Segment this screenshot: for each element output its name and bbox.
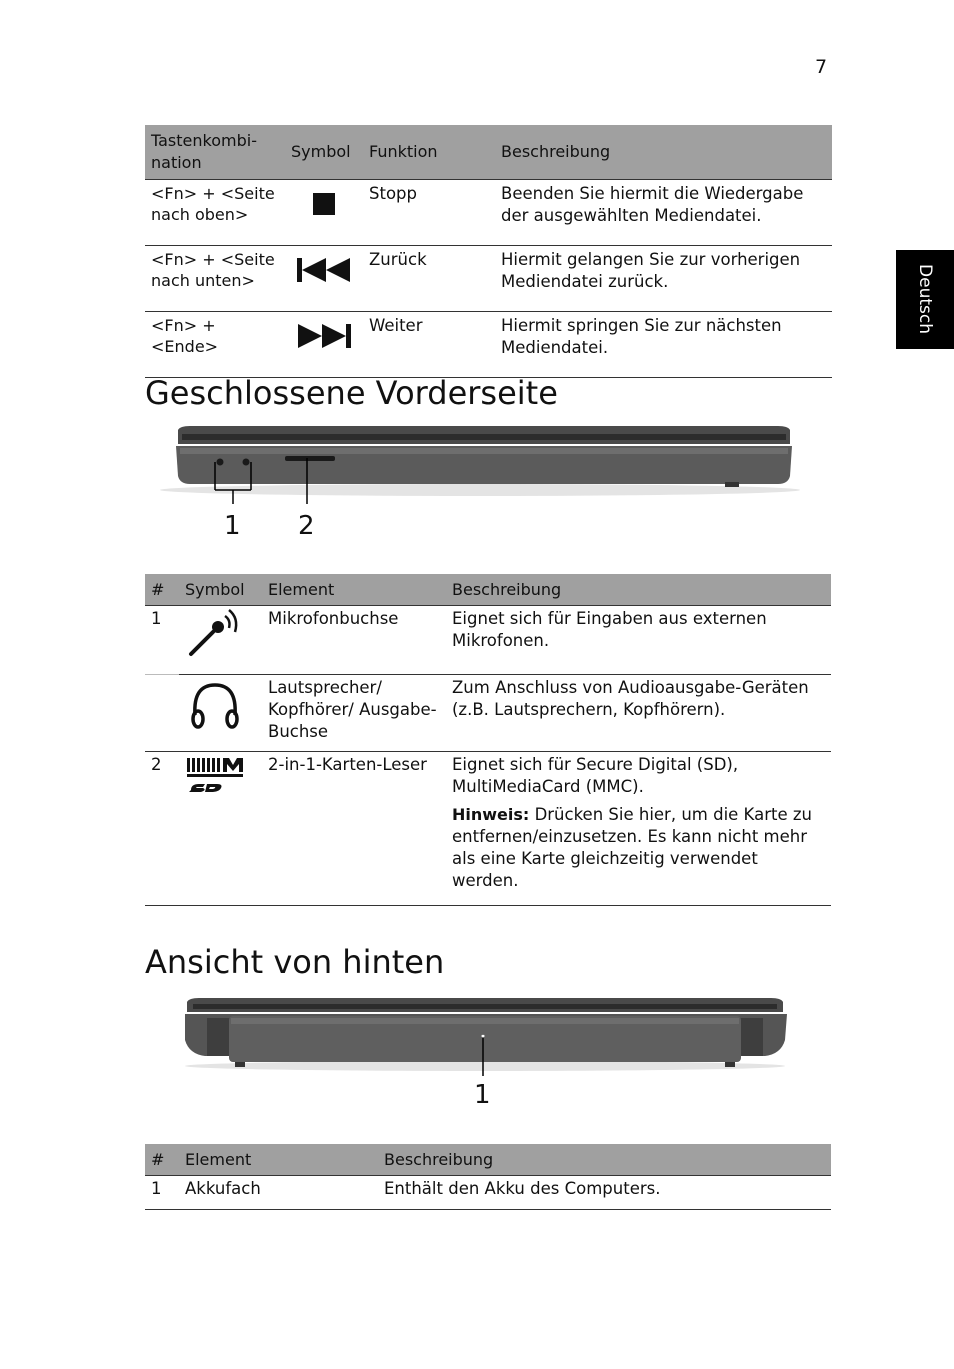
element-name: Akkufach — [179, 1176, 378, 1210]
description: Eignet sich für Secure Digital (SD), MultiMediaCard (MMC). — [452, 755, 739, 796]
key-combo: <Fn> + <Ende> — [145, 312, 285, 378]
table-header-row — [145, 574, 831, 606]
description: Hiermit gelangen Sie zur vorherigen Mediendatei zurück. — [495, 246, 832, 312]
language-tab-label: Deutsch — [915, 264, 935, 334]
callout-1: 1 — [474, 1080, 491, 1110]
col-header-key: Tastenkombi- nation — [145, 125, 285, 180]
symbol-cell — [285, 312, 363, 378]
section-title-front: Geschlossene Vorderseite — [145, 374, 558, 412]
note-text: Drücken Sie hier, um die Karte zu entfernen/einzusetzen. Es kann nicht mehr als eine Karte gleichzeitig verwendet werden. — [452, 805, 812, 890]
description: Zum Anschluss von Audioausgabe-Geräten (z.B. Lautsprechern, Kopfhörern). — [446, 675, 831, 752]
element-name: Mikrofonbuchse — [268, 609, 399, 628]
stop-icon — [311, 191, 337, 217]
col-header-function: Funktion — [363, 125, 495, 180]
description: Hiermit springen Sie zur nächsten Mediendatei. — [495, 312, 832, 378]
symbol-cell — [179, 752, 262, 906]
table-row — [145, 180, 832, 246]
back-view-image — [175, 996, 795, 1076]
card-reader-icon — [185, 754, 249, 794]
description: Beenden Sie hiermit die Wiedergabe der ausgewählten Mediendatei. — [495, 180, 832, 246]
next-track-icon — [295, 323, 353, 349]
element-name: Lautsprecher/ Kopfhörer/ Ausgabe-Buchse — [262, 675, 446, 752]
table-header-row — [145, 125, 832, 180]
function-name: Zurück — [363, 246, 495, 312]
description: Eignet sich für Eingaben aus externen Mikrofonen. — [452, 609, 767, 650]
row-number — [145, 675, 179, 752]
section-title-back: Ansicht von hinten — [145, 943, 445, 981]
table-row — [145, 1176, 831, 1210]
row-number: 1 — [145, 1176, 179, 1210]
front-ports-table — [145, 574, 831, 906]
callout-1: 1 — [224, 511, 241, 541]
language-tab — [896, 250, 954, 349]
col-header-element: Element — [262, 574, 446, 606]
symbol-cell — [179, 606, 262, 675]
note-label: Hinweis: — [452, 805, 530, 824]
col-header-description: Beschreibung — [495, 125, 832, 180]
col-header-number: # — [145, 574, 179, 606]
table-row — [145, 752, 831, 906]
col-header-description: Beschreibung — [446, 574, 831, 606]
col-header-symbol: Symbol — [285, 125, 363, 180]
col-header-number: # — [145, 1144, 179, 1176]
col-header-description: Beschreibung — [378, 1144, 831, 1176]
function-name: Stopp — [363, 180, 495, 246]
front-view-image — [150, 424, 810, 504]
col-header-symbol: Symbol — [179, 574, 262, 606]
table-header-row — [145, 1144, 831, 1176]
description-cell — [446, 752, 831, 906]
row-number: 1 — [151, 609, 162, 628]
description: Enthält den Akku des Computers. — [378, 1176, 831, 1210]
table-row — [145, 675, 831, 752]
element-name: 2-in-1-Karten-Leser — [262, 752, 446, 906]
headphones-icon — [185, 677, 245, 731]
table-row — [145, 606, 831, 675]
col-header-element: Element — [179, 1144, 378, 1176]
table-row — [145, 246, 832, 312]
symbol-cell — [285, 180, 363, 246]
note — [452, 804, 825, 892]
previous-track-icon — [295, 257, 353, 283]
function-name: Weiter — [363, 312, 495, 378]
callout-2: 2 — [298, 511, 315, 541]
media-keys-table — [145, 125, 832, 378]
row-number: 2 — [145, 752, 179, 906]
table-row — [145, 312, 832, 378]
page-number: 7 — [815, 56, 828, 78]
key-combo: <Fn> + <Seite nach unten> — [145, 246, 285, 312]
back-ports-table — [145, 1144, 831, 1210]
key-combo: <Fn> + <Seite nach oben> — [145, 180, 285, 246]
symbol-cell — [285, 246, 363, 312]
microphone-icon — [185, 608, 245, 660]
symbol-cell — [179, 675, 262, 752]
